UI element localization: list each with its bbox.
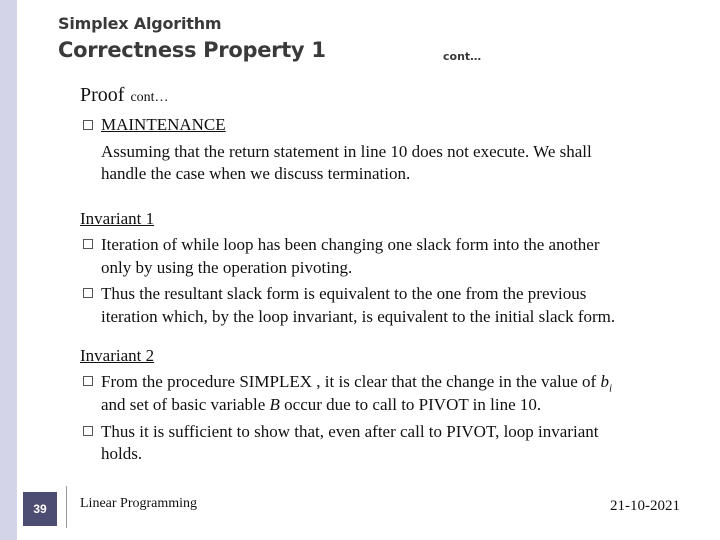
bullet-box-icon [83, 239, 93, 249]
maintenance-text-2: handle the case when we discuss termination. [101, 164, 411, 183]
maintenance-heading: MAINTENANCE [101, 115, 226, 134]
slide-title: Simplex Algorithm [58, 14, 222, 33]
invariant2-bullet1-line1: From the procedure SIMPLEX , it is clear that the change in the value of $b_i$ [101, 372, 613, 395]
invariant2-bullet2-line1: Thus it is sufficient to show that, even after call to PIVOT, loop invariant [101, 422, 599, 441]
invariant1-bullet1-line2: only by using the operation pivoting. [101, 258, 353, 277]
invariant2-heading: Invariant 2 [80, 346, 155, 365]
maintenance-text-1: Assuming that the return statement in line 10 does not execute. We shall [101, 142, 592, 161]
subtitle-cont: cont… [443, 50, 482, 63]
invariant1-heading: Invariant 1 [80, 209, 155, 228]
footer-date: 21-10-2021 [610, 498, 680, 514]
proof-label: Proof [80, 84, 125, 106]
left-sidebar-band [0, 0, 17, 540]
invariant2-bullet2-line2: holds. [101, 444, 143, 463]
slide-subtitle: Correctness Property 1 [58, 38, 326, 62]
bullet-box-icon [83, 426, 93, 436]
bullet-box-icon [83, 376, 93, 386]
footer-divider [66, 486, 67, 528]
proof-heading [80, 84, 169, 107]
footer-topic: Linear Programming [80, 496, 198, 511]
invariant1-bullet1-line1: Iteration of while loop has been changing one slack form into the another [101, 235, 600, 254]
invariant2-bullet1-line2: and set of basic variable B occur due to call to PIVOT in line 10. [101, 395, 542, 414]
bullet-box-icon [83, 288, 93, 298]
proof-cont: cont… [130, 90, 169, 105]
bullet-box-icon [83, 120, 93, 130]
invariant1-bullet2-line1: Thus the resultant slack form is equivalent to the one from the previous [101, 284, 587, 303]
invariant1-bullet2-line2: iteration which, by the loop invariant, is equivalent to the initial slack form. [101, 307, 616, 326]
page-number-badge: 39 [23, 492, 57, 526]
